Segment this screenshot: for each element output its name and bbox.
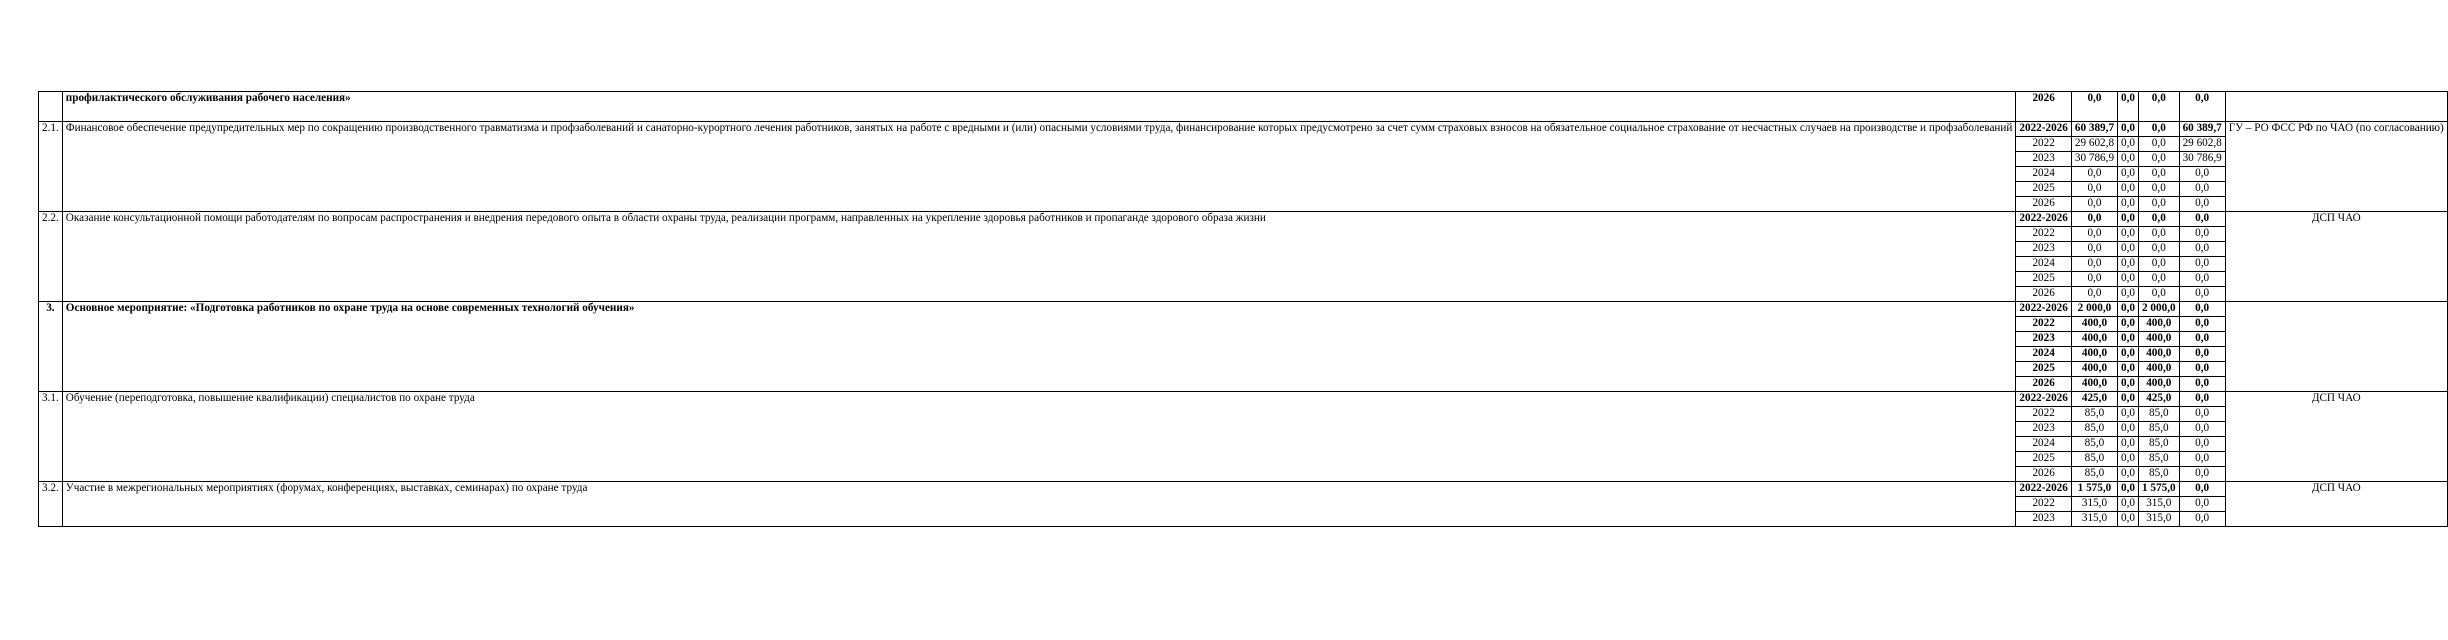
federal-cell: 0,0 [2118, 137, 2139, 152]
table-row [39, 212, 2448, 227]
total-cell: 1 575,0 [2071, 482, 2117, 497]
total-cell: 400,0 [2071, 317, 2117, 332]
period-cell: 2025 [2016, 362, 2071, 377]
table-row [39, 122, 2448, 137]
total-cell: 400,0 [2071, 347, 2117, 362]
federal-cell: 0,0 [2118, 257, 2139, 272]
federal-cell: 0,0 [2118, 497, 2139, 512]
other-cell: 0,0 [2179, 347, 2225, 362]
period-cell: 2026 [2016, 287, 2071, 302]
total-cell: 0,0 [2071, 227, 2117, 242]
regional-cell: 2 000,0 [2139, 302, 2180, 317]
period-cell: 2024 [2016, 347, 2071, 362]
other-cell: 0,0 [2179, 512, 2225, 527]
federal-cell: 0,0 [2118, 467, 2139, 482]
regional-cell: 0,0 [2139, 137, 2180, 152]
other-cell: 0,0 [2179, 197, 2225, 212]
federal-cell: 0,0 [2118, 422, 2139, 437]
total-cell: 60 389,7 [2071, 122, 2117, 137]
total-cell: 315,0 [2071, 512, 2117, 527]
period-cell: 2022 [2016, 137, 2071, 152]
total-cell: 0,0 [2071, 242, 2117, 257]
period-cell: 2023 [2016, 152, 2071, 167]
item-description: Оказание консультационной помощи работодателям по вопросам распространения и внедрения передового опыта в области охраны труда, реализации программ, направленных на укрепление здоровья работников и пропаганде здорового образа жизни [62, 212, 2016, 302]
item-number: 3.2. [39, 482, 63, 527]
federal-cell: 0,0 [2118, 362, 2139, 377]
other-cell: 0,0 [2179, 332, 2225, 347]
other-cell: 0,0 [2179, 422, 2225, 437]
federal-cell: 0,0 [2118, 167, 2139, 182]
regional-cell: 0,0 [2139, 287, 2180, 302]
regional-cell: 0,0 [2139, 242, 2180, 257]
regional-cell: 85,0 [2139, 437, 2180, 452]
other-cell: 60 389,7 [2179, 122, 2225, 137]
other-cell: 0,0 [2179, 257, 2225, 272]
period-cell: 2022 [2016, 407, 2071, 422]
responsible-executor [2225, 302, 2447, 392]
period-cell: 2022-2026 [2016, 482, 2071, 497]
period-cell: 2025 [2016, 272, 2071, 287]
regional-cell: 85,0 [2139, 452, 2180, 467]
other-cell: 29 602,8 [2179, 137, 2225, 152]
table-row [39, 302, 2448, 317]
item-number: 3. [39, 302, 63, 392]
total-cell: 30 786,9 [2071, 152, 2117, 167]
period-cell: 2022-2026 [2016, 392, 2071, 407]
other-cell: 0,0 [2179, 287, 2225, 302]
other-cell: 0,0 [2179, 452, 2225, 467]
regional-cell: 0,0 [2139, 197, 2180, 212]
total-cell: 0,0 [2071, 167, 2117, 182]
total-cell: 425,0 [2071, 392, 2117, 407]
total-cell: 0,0 [2071, 257, 2117, 272]
federal-cell: 0,0 [2118, 122, 2139, 137]
other-cell: 0,0 [2179, 242, 2225, 257]
period-cell: 2022-2026 [2016, 122, 2071, 137]
period-cell: 2024 [2016, 437, 2071, 452]
period-cell: 2024 [2016, 167, 2071, 182]
other-cell: 0,0 [2179, 482, 2225, 497]
federal-cell: 0,0 [2118, 242, 2139, 257]
table-row [39, 392, 2448, 407]
regional-cell: 1 575,0 [2139, 482, 2180, 497]
item-number: 2.1. [39, 122, 63, 212]
total-cell: 0,0 [2071, 197, 2117, 212]
regional-cell: 400,0 [2139, 362, 2180, 377]
regional-cell: 0,0 [2139, 227, 2180, 242]
regional-cell: 0,0 [2139, 92, 2180, 122]
total-cell: 85,0 [2071, 407, 2117, 422]
federal-cell: 0,0 [2118, 287, 2139, 302]
total-cell: 0,0 [2071, 272, 2117, 287]
item-number: 2.2. [39, 212, 63, 302]
period-cell: 2026 [2016, 467, 2071, 482]
federal-cell: 0,0 [2118, 302, 2139, 317]
federal-cell: 0,0 [2118, 212, 2139, 227]
federal-cell: 0,0 [2118, 392, 2139, 407]
regional-cell: 400,0 [2139, 332, 2180, 347]
other-cell: 0,0 [2179, 377, 2225, 392]
period-cell: 2026 [2016, 377, 2071, 392]
regional-cell: 400,0 [2139, 347, 2180, 362]
regional-cell: 0,0 [2139, 167, 2180, 182]
federal-cell: 0,0 [2118, 152, 2139, 167]
responsible-executor: ДСП ЧАО [2225, 392, 2447, 482]
federal-cell: 0,0 [2118, 272, 2139, 287]
total-cell: 85,0 [2071, 467, 2117, 482]
total-cell: 29 602,8 [2071, 137, 2117, 152]
other-cell: 0,0 [2179, 407, 2225, 422]
responsible-executor: ДСП ЧАО [2225, 212, 2447, 302]
total-cell: 85,0 [2071, 437, 2117, 452]
budget-table [38, 91, 2448, 527]
regional-cell: 425,0 [2139, 392, 2180, 407]
period-cell: 2022 [2016, 497, 2071, 512]
regional-cell: 400,0 [2139, 317, 2180, 332]
other-cell: 0,0 [2179, 467, 2225, 482]
regional-cell: 315,0 [2139, 497, 2180, 512]
regional-cell: 85,0 [2139, 422, 2180, 437]
regional-cell: 0,0 [2139, 152, 2180, 167]
total-cell: 400,0 [2071, 332, 2117, 347]
period-cell: 2023 [2016, 422, 2071, 437]
other-cell: 30 786,9 [2179, 152, 2225, 167]
period-cell: 2023 [2016, 332, 2071, 347]
total-cell: 85,0 [2071, 422, 2117, 437]
federal-cell: 0,0 [2118, 347, 2139, 362]
total-cell: 400,0 [2071, 362, 2117, 377]
period-cell: 2022-2026 [2016, 212, 2071, 227]
other-cell: 0,0 [2179, 227, 2225, 242]
total-cell: 315,0 [2071, 497, 2117, 512]
period-cell: 2024 [2016, 257, 2071, 272]
regional-cell: 0,0 [2139, 182, 2180, 197]
federal-cell: 0,0 [2118, 482, 2139, 497]
other-cell: 0,0 [2179, 437, 2225, 452]
period-cell: 2023 [2016, 242, 2071, 257]
federal-cell: 0,0 [2118, 437, 2139, 452]
total-cell: 400,0 [2071, 377, 2117, 392]
other-cell: 0,0 [2179, 167, 2225, 182]
federal-cell: 0,0 [2118, 407, 2139, 422]
federal-cell: 0,0 [2118, 317, 2139, 332]
regional-cell: 315,0 [2139, 512, 2180, 527]
period-cell: 2022 [2016, 227, 2071, 242]
item-number: 3.1. [39, 392, 63, 482]
period-cell: 2023 [2016, 512, 2071, 527]
period-cell: 2022 [2016, 317, 2071, 332]
period-cell: 2025 [2016, 452, 2071, 467]
period-cell: 2026 [2016, 197, 2071, 212]
table-row [39, 482, 2448, 497]
federal-cell: 0,0 [2118, 332, 2139, 347]
federal-cell: 0,0 [2118, 512, 2139, 527]
item-number [39, 92, 63, 122]
other-cell: 0,0 [2179, 317, 2225, 332]
total-cell: 2 000,0 [2071, 302, 2117, 317]
item-description: профилактического обслуживания рабочего населения» [62, 92, 2016, 122]
federal-cell: 0,0 [2118, 92, 2139, 122]
federal-cell: 0,0 [2118, 227, 2139, 242]
federal-cell: 0,0 [2118, 377, 2139, 392]
total-cell: 0,0 [2071, 287, 2117, 302]
regional-cell: 0,0 [2139, 212, 2180, 227]
item-description: Финансовое обеспечение предупредительных мер по сокращению производственного травматизма и профзаболеваний и санаторно-курортного лечения работников, занятых на работе с вредными и (или) опасными условиями труда, финансирование которых предусмотрено за счет сумм страховых взносов на обязательное социальное страхование от несчастных случаев на производстве и профзаболеваний [62, 122, 2016, 212]
total-cell: 0,0 [2071, 92, 2117, 122]
regional-cell: 0,0 [2139, 272, 2180, 287]
other-cell: 0,0 [2179, 212, 2225, 227]
regional-cell: 85,0 [2139, 407, 2180, 422]
responsible-executor: ГУ – РО ФСС РФ по ЧАО (по согласованию) [2225, 122, 2447, 212]
item-description: Участие в межрегиональных мероприятиях (форумах, конференциях, выставках, семинарах) по охране труда [62, 482, 2016, 527]
regional-cell: 400,0 [2139, 377, 2180, 392]
regional-cell: 85,0 [2139, 467, 2180, 482]
regional-cell: 0,0 [2139, 122, 2180, 137]
period-cell: 2022-2026 [2016, 302, 2071, 317]
total-cell: 0,0 [2071, 212, 2117, 227]
total-cell: 85,0 [2071, 452, 2117, 467]
regional-cell: 0,0 [2139, 257, 2180, 272]
table-body [39, 92, 2448, 527]
other-cell: 0,0 [2179, 497, 2225, 512]
item-description: Основное мероприятие: «Подготовка работников по охране труда на основе современных технологий обучения» [62, 302, 2016, 392]
federal-cell: 0,0 [2118, 452, 2139, 467]
table-row [39, 92, 2448, 122]
item-description: Обучение (переподготовка, повышение квалификации) специалистов по охране труда [62, 392, 2016, 482]
federal-cell: 0,0 [2118, 182, 2139, 197]
responsible-executor [2225, 92, 2447, 122]
period-cell: 2026 [2016, 92, 2071, 122]
other-cell: 0,0 [2179, 182, 2225, 197]
other-cell: 0,0 [2179, 362, 2225, 377]
federal-cell: 0,0 [2118, 197, 2139, 212]
other-cell: 0,0 [2179, 272, 2225, 287]
other-cell: 0,0 [2179, 92, 2225, 122]
period-cell: 2025 [2016, 182, 2071, 197]
responsible-executor: ДСП ЧАО [2225, 482, 2447, 527]
total-cell: 0,0 [2071, 182, 2117, 197]
other-cell: 0,0 [2179, 302, 2225, 317]
other-cell: 0,0 [2179, 392, 2225, 407]
